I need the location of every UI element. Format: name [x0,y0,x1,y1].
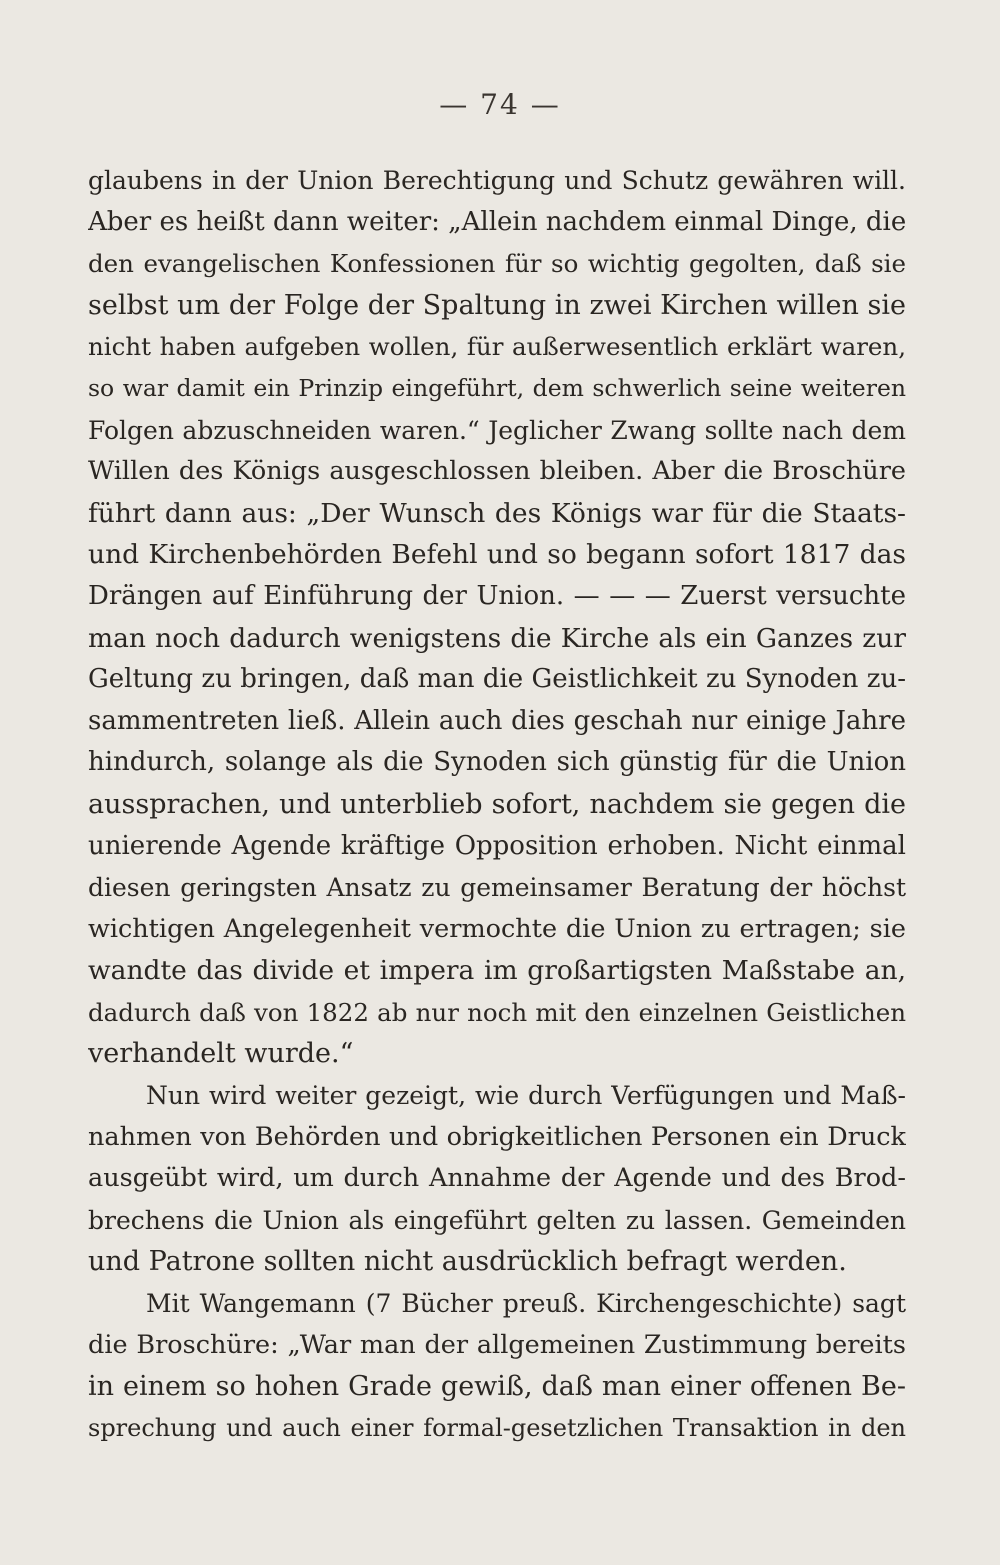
text-line: Geltung zu bringen, daß man die Geistlichkeit zu Synoden zu- [88,664,906,695]
text-line: und Kirchenbehörden Befehl und so begann sofort 1817 das [88,539,906,571]
paragraph-3 [88,1283,906,1449]
text-line: hindurch, solange als die Synoden sich günstig für die Union [88,747,906,778]
text-line: Folgen abzuschneiden waren.“ Jeglicher Zwang sollte nach dem [88,415,906,445]
text-line: die Broschüre: „War man der allgemeinen Zustimmung bereits [88,1329,906,1360]
text-line: brechens die Union als eingeführt gelten zu lassen. Gemeinden [88,1205,906,1235]
text-line: diesen geringsten Ansatz zu gemeinsamer Beratung der höchst [88,873,906,903]
text-line: Willen des Königs ausgeschlossen bleiben. Aber die Broschüre [88,456,906,487]
text-line: verhandelt wurde.“ [88,1038,354,1070]
text-line: man noch dadurch wenigstens die Kirche als ein Ganzes zur [88,622,906,654]
text-line: nahmen von Behörden und obrigkeitlichen Personen ein Druck [88,1121,906,1152]
text-line: den evangelischen Konfessionen für so wichtig gegolten, daß sie [88,249,906,279]
text-line: wandte das divide et impera im großartigsten Maßstabe an, [88,955,906,987]
text-line: in einem so hohen Grade gewiß, daß man einer offenen Be- [88,1371,906,1403]
text-line: Aber es heißt dann weiter: „Allein nachdem einmal Dinge, die [88,206,906,237]
paragraph-1 [88,160,906,1075]
text-line: nicht haben aufgeben wollen, für außerwesentlich erklärt waren, [88,332,906,362]
text-line: sammentreten ließ. Allein auch dies geschah nur einige Jahre [88,705,906,736]
text-line: glaubens in der Union Berechtigung und Schutz gewähren will. [88,166,906,195]
text-line: selbst um der Folge der Spaltung in zwei Kirchen willen sie [88,289,906,321]
text-line: Drängen auf Einführung der Union. — — — Zuerst versuchte [88,580,906,611]
text-line: Mit Wangemann (7 Bücher preuß. Kirchengeschichte) sagt [146,1289,906,1319]
text-line: Nun wird weiter gezeigt, wie durch Verfügungen und Maß- [146,1081,906,1111]
text-line: führt dann aus: „Der Wunsch des Königs war für die Staats- [88,497,906,529]
text-line: und Patrone sollten nicht ausdrücklich befragt werden. [88,1246,847,1278]
text-line: wichtigen Angelegenheit vermochte die Union zu ertragen; sie [88,913,906,944]
text-line: sprechung und auch einer formal-gesetzlichen Transaktion in den [88,1413,906,1442]
text-line: ausgeübt wird, um durch Annahme der Agende und des Brod- [88,1163,906,1194]
body-text [88,160,906,1449]
page-number: — 74 — [439,88,561,121]
paragraph-2 [88,1075,906,1283]
text-line: dadurch daß von 1822 ab nur noch mit den einzelnen Geistlichen [88,997,906,1027]
text-line: aussprachen, und unterblieb sofort, nachdem sie gegen die [88,788,906,820]
text-line: so war damit ein Prinzip eingeführt, dem schwerlich seine weiteren [88,373,906,402]
text-line: unierende Agende kräftige Opposition erhoben. Nicht einmal [88,830,906,861]
